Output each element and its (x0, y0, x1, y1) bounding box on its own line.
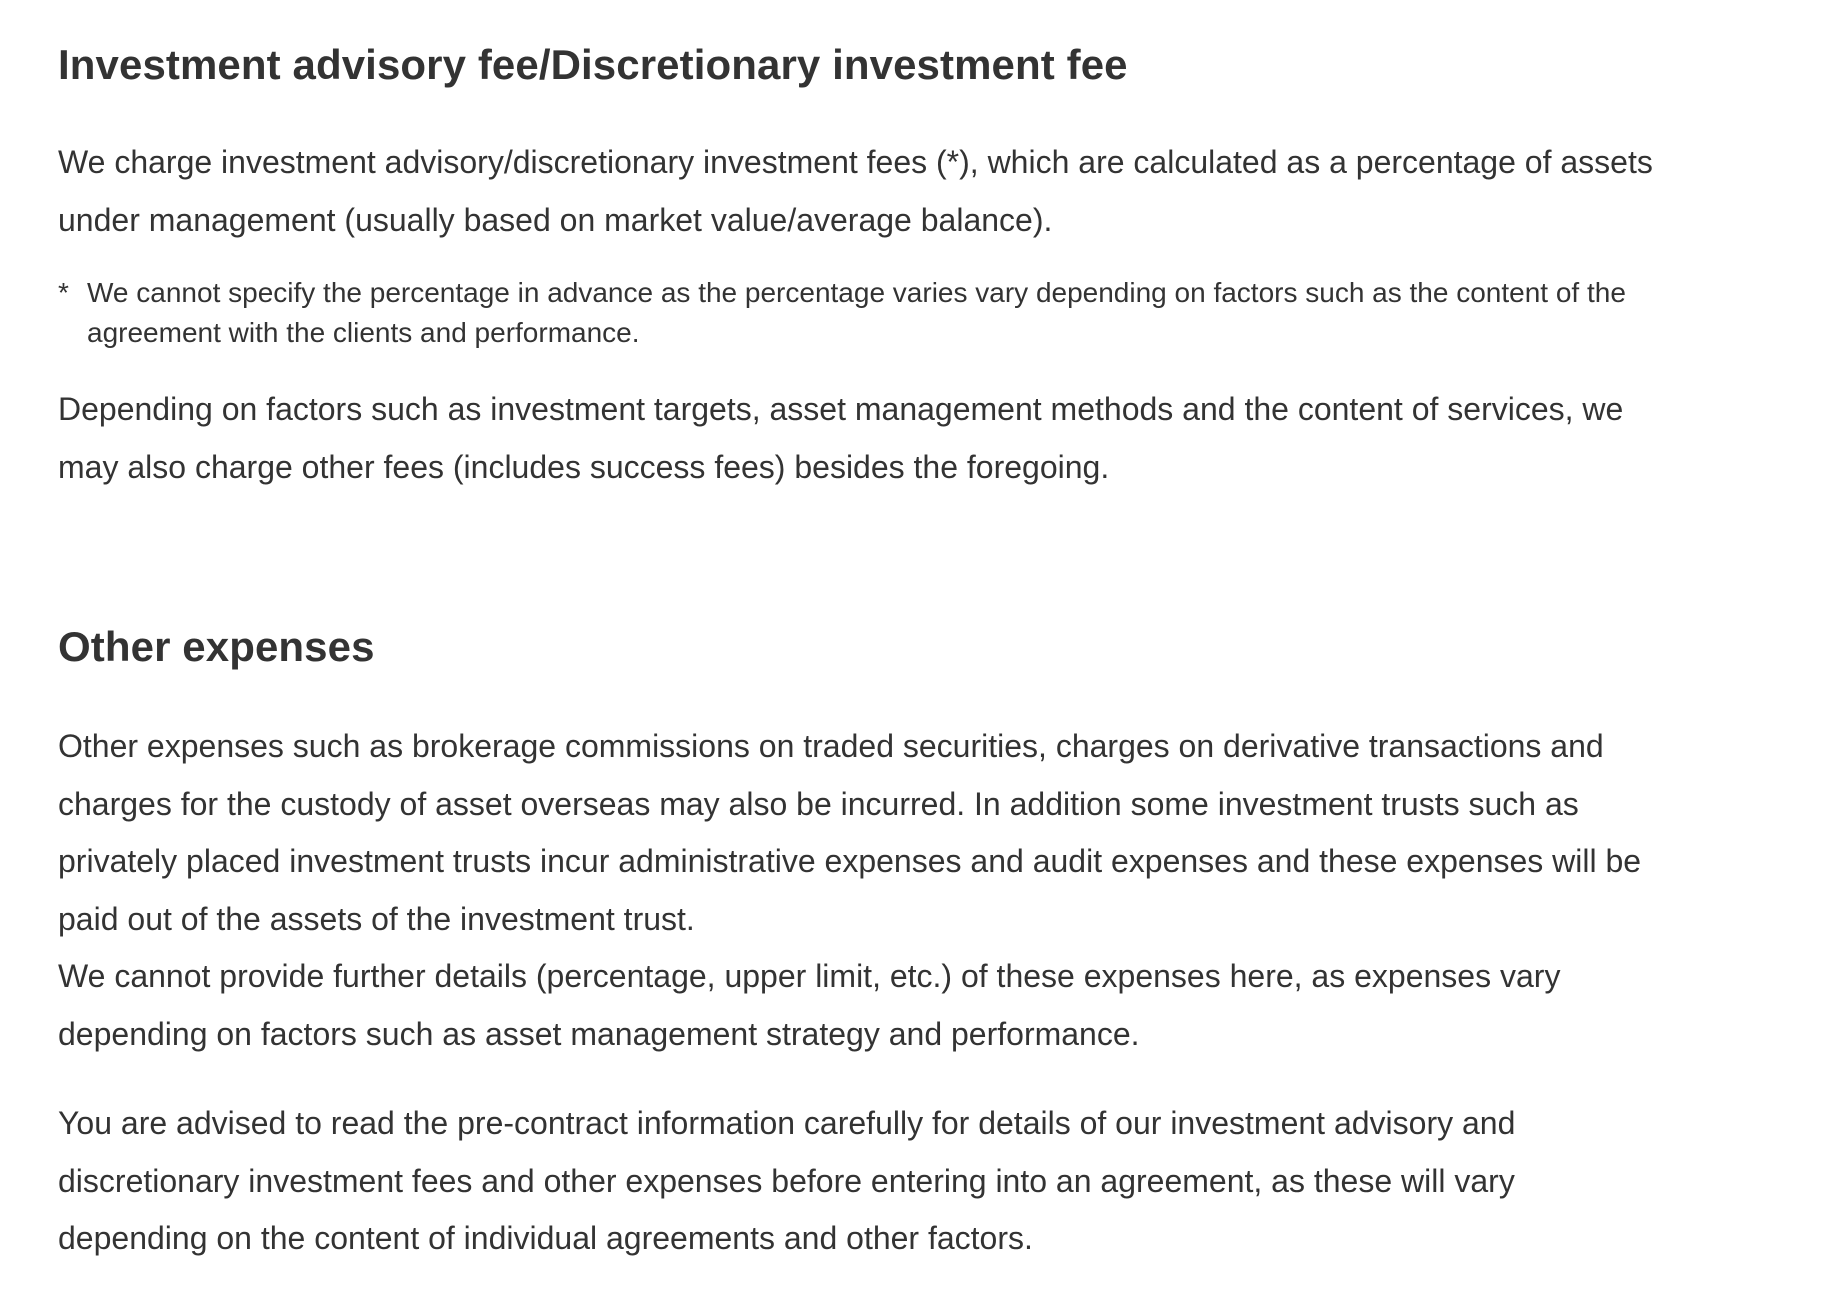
other-fees-paragraph: Depending on factors such as investment targets, asset management methods and the content of services, we may also charge other fees (includes success fees) besides the foregoing. (58, 391, 1624, 485)
footnote (58, 273, 1660, 353)
fee-description-paragraph: We charge investment advisory/discretionary investment fees (*), which are calculated as a percentage of assets under management (usually based on market value/average balance). (58, 144, 1653, 238)
other-expenses-section (58, 618, 1660, 1268)
expenses-paragraph: Other expenses such as brokerage commissions on traded securities, charges on derivative transactions and charges for the custody of asset overseas may also be incurred. In addition some investment trusts such as privately placed investment trusts incur administrative expenses and audit expenses and these expenses will be paid out of the assets of the investment trust. (58, 728, 1642, 937)
advisory-notice-paragraph: You are advised to read the pre-contract information carefully for details of our investment advisory and discretionary investment fees and other expenses before entering into an agreement, as these will vary depending on the content of individual agreements and other factors. (58, 1105, 1516, 1256)
section-heading: Other expenses (58, 623, 375, 670)
section-heading: Investment advisory fee/Discretionary investment fee (58, 41, 1128, 88)
fee-section (58, 36, 1660, 496)
footnote-text: We cannot specify the percentage in advance as the percentage varies vary depending on factors such as the content of the agreement with the clients and performance. (87, 277, 1626, 348)
footnote-marker: * (58, 277, 69, 308)
expenses-details-paragraph: We cannot provide further details (percentage, upper limit, etc.) of these expenses here, as expenses vary depending on factors such as asset management strategy and performance. (58, 958, 1561, 1052)
